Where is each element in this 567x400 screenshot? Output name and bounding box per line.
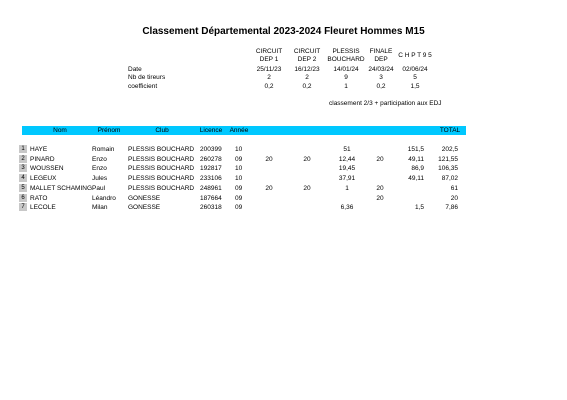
event-tireurs: 3 [379,74,383,81]
tireurs-label: Nb de tireurs [128,74,166,81]
cell-licence: 187664 [200,194,222,202]
cell-total: 7,86 [445,204,458,212]
event-date: 16/12/23 [294,66,320,73]
cell-event-5: 1,5 [414,204,424,212]
cell-club: PLESSIS BOUCHARD [128,146,195,153]
event-header-line1: FINALE [369,48,393,55]
col-header-licence: Licence [199,127,223,134]
cell-licence: 233106 [200,175,222,183]
cell-annee: 10 [235,146,243,153]
event-header-1 [249,48,289,64]
cell-event-4: 20 [376,184,384,192]
cell-annee: 09 [235,194,243,202]
cell-prenom: Milan [92,204,108,212]
rank-badge: 1 [19,145,27,153]
table-row [0,174,567,183]
cell-club: GONESSE [128,204,161,212]
event-tireurs: 2 [267,74,271,81]
event-coef: 0,2 [264,83,274,90]
event-coef: 1 [344,83,348,90]
event-header-line1: CIRCUIT [293,48,321,55]
cell-event-3: 51 [343,146,351,153]
event-coef: 1,5 [410,83,420,90]
event-date: 14/01/24 [333,66,359,73]
event-tireurs: 2 [305,74,309,81]
cell-club: PLESSIS BOUCHARD [128,155,195,163]
col-header-nom: Nom [53,127,67,134]
cell-nom: WOUSSEN [30,165,64,173]
cell-licence: 260318 [200,204,222,212]
cell-total: 87,02 [441,175,458,183]
event-header-line1: PLESSIS [332,48,360,55]
cell-event-5: 49,11 [408,175,424,183]
col-header-total: TOTAL [439,127,461,134]
cell-club: PLESSIS BOUCHARD [128,175,195,183]
cell-prenom: Léandro [92,194,116,202]
event-header-line2: DEP 2 [297,56,317,63]
cell-event-1: 20 [265,184,273,192]
table-row [0,203,567,212]
cell-event-4: 20 [376,155,384,163]
cell-annee: 10 [235,175,243,183]
cell-event-5: 49,11 [408,155,424,163]
coef-label: coefficient [128,83,158,90]
event-header-line2: DEP 1 [259,56,279,63]
cell-club: GONESSE [128,194,161,202]
cell-licence: 248961 [200,184,222,192]
event-date: 24/03/24 [368,66,394,73]
cell-event-5: 151,5 [407,146,424,153]
cell-prenom: Enzo [92,165,107,173]
col-header-prenom: Prénom [97,127,121,134]
cell-licence: 200399 [200,146,222,153]
cell-prenom: Jules [92,175,108,183]
cell-annee: 10 [235,165,243,173]
table-row [0,184,567,193]
cell-nom: PINARD [30,155,55,163]
table-row [0,155,567,164]
event-tireurs: 5 [413,74,417,81]
rank-badge: 4 [19,174,27,182]
cell-nom: LECOLE [30,204,56,212]
table-row [0,164,567,173]
event-header-5 [395,52,435,60]
cell-total: 106,35 [438,165,458,173]
cell-prenom: Paul [92,184,106,192]
cell-nom: LEGEUX [30,175,57,183]
event-header-line1: C H P T 9 5 [398,52,432,59]
event-tireurs: 9 [344,74,348,81]
col-header-club: Club [155,127,169,134]
cell-annee: 09 [235,204,243,212]
cell-event-2: 20 [303,155,311,163]
cell-licence: 260278 [200,155,222,163]
page-title: Classement Départemental 2023-2024 Fleuret Hommes M15 [142,26,425,37]
cell-event-5: 86,9 [411,165,424,173]
cell-prenom: Romain [92,146,115,153]
cell-event-3: 37,91 [338,175,356,183]
ranking-note: classement 2/3 + participation aux EDJ [329,100,442,107]
rank-badge: 5 [19,184,27,192]
event-header-line2: DEP [374,56,388,63]
cell-nom: MALLET SCHAMING [30,184,93,192]
rank-badge: 3 [19,164,27,172]
event-header-2 [287,48,327,64]
cell-event-3: 1 [345,184,349,192]
event-header-line2: BOUCHARD [327,56,365,63]
cell-prenom: Enzo [92,155,107,163]
cell-event-1: 20 [265,155,273,163]
col-header-annee: Année [229,127,249,134]
cell-event-3: 12,44 [338,155,356,163]
table-row [0,194,567,203]
cell-licence: 192817 [200,165,222,173]
cell-club: PLESSIS BOUCHARD [128,184,195,192]
cell-nom: HAYE [30,146,48,153]
cell-total: 61 [450,184,458,192]
cell-event-3: 6,36 [340,204,354,212]
event-coef: 0,2 [302,83,312,90]
event-header-line1: CIRCUIT [255,48,283,55]
cell-annee: 09 [235,155,243,163]
rank-badge: 6 [19,194,27,202]
rank-badge: 7 [19,203,27,211]
event-header-3 [326,48,366,64]
cell-total: 121,55 [438,155,458,163]
date-label: Date [128,66,142,73]
event-date: 25/11/23 [256,66,282,73]
cell-nom: RATO [30,194,48,202]
cell-total: 20 [450,194,458,202]
cell-club: PLESSIS BOUCHARD [128,165,195,173]
cell-total: 202,5 [441,146,458,153]
rank-badge: 2 [19,155,27,163]
cell-annee: 09 [235,184,243,192]
cell-event-2: 20 [303,184,311,192]
cell-event-3: 19,45 [338,165,356,173]
event-date: 02/06/24 [402,66,428,73]
cell-event-4: 20 [376,194,384,202]
event-coef: 0,2 [376,83,386,90]
table-row [0,145,567,154]
